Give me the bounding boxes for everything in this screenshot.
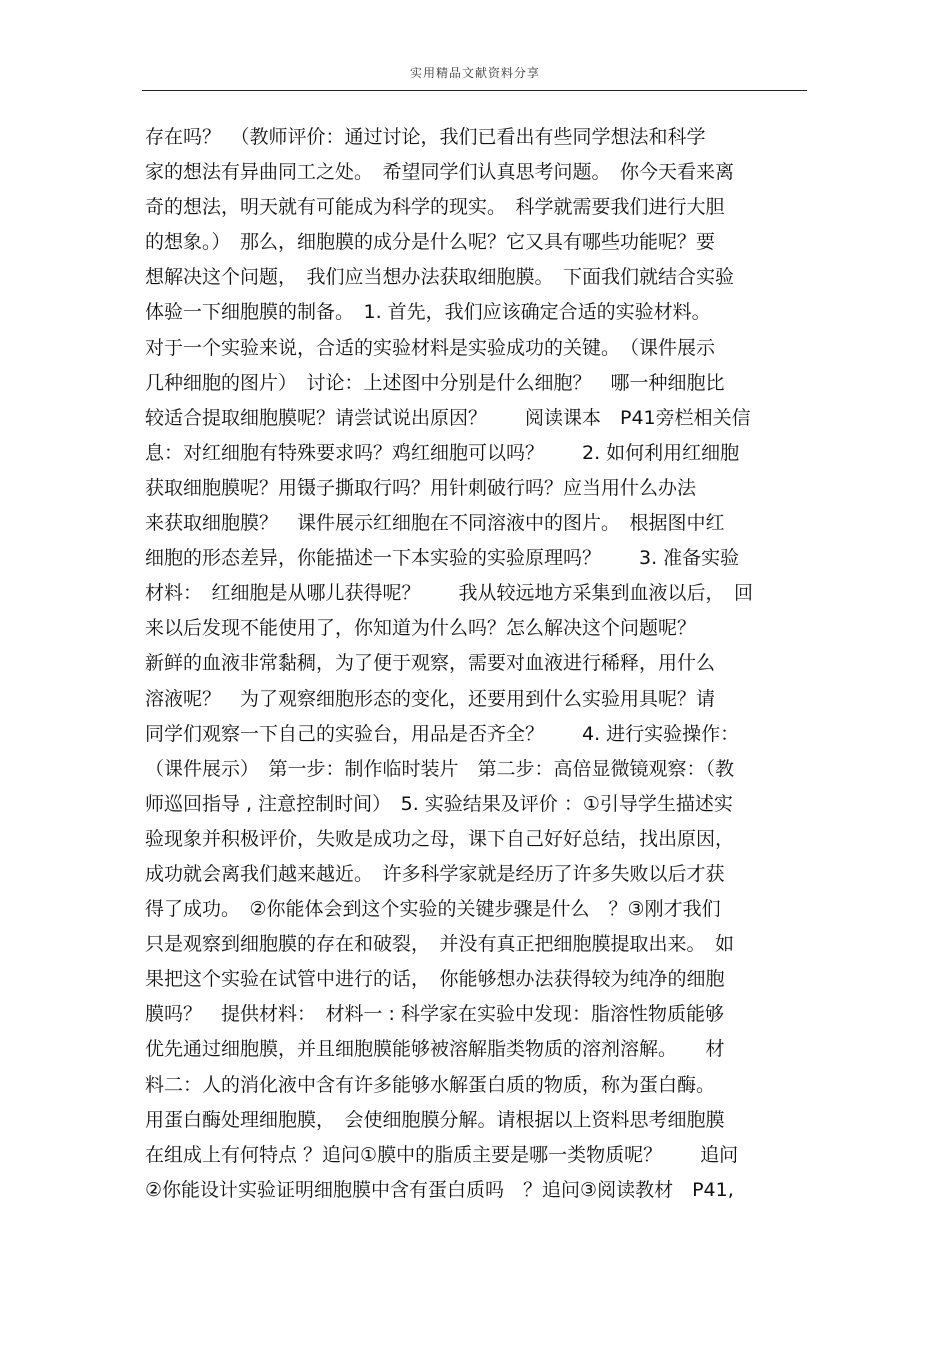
text-line: 的想象。） 那么，细胞膜的成分是什么呢？它又具有哪些功能呢？要 <box>145 231 716 254</box>
text-line: 体验一下细胞膜的制备。 1. 首先，我们应该确定合适的实验材料。 <box>145 301 711 324</box>
text-line: 较适合提取细胞膜呢？请尝试说出原因？ 阅读课本 P41旁栏相关信 <box>145 406 751 429</box>
text-line: 奇的想法，明天就有可能成为科学的现实。 科学就需要我们进行大胆 <box>145 196 725 219</box>
text-line: 细胞的形态差异，你能描述一下本实验的实验原理吗？ 3. 准备实验 <box>145 547 740 570</box>
text-line: 优先通过细胞膜，并且细胞膜能够被溶解脂类物质的溶剂溶解。 材 <box>145 1038 725 1061</box>
page-header: 实用精品文献资料分享 <box>409 66 540 80</box>
text-line: 用蛋白酶处理细胞膜， 会使细胞膜分解。请根据以上资料思考细胞膜 <box>145 1108 725 1131</box>
text-line: 新鲜的血液非常黏稠，为了便于观察，需要对血液进行稀释，用什么 <box>145 652 716 675</box>
text-line: 几种细胞的图片） 讨论：上述图中分别是什么细胞？ 哪一种细胞比 <box>145 371 725 394</box>
text-line: 得了成功。 ②你能体会到这个实验的关键步骤是什么 ？③刚才我们 <box>145 898 721 921</box>
text-line: 在组成上有何特点 ？追问①膜中的脂质主要是哪一类物质呢？ 追问 <box>145 1143 739 1166</box>
text-line: 果把这个实验在试管中进行的话， 你能够想办法获得较为纯净的细胞 <box>145 968 725 991</box>
header-divider <box>142 90 807 91</box>
text-line: 同学们观察一下自己的实验台，用品是否齐全？ 4. 进行实验操作： <box>145 722 740 745</box>
text-line: 溶液呢？ 为了观察细胞形态的变化，还要用到什么实验用具呢？请 <box>145 687 716 710</box>
text-line: ②你能设计实验证明细胞膜中含有蛋白质吗 ？追问③阅读教材 P41, <box>145 1178 734 1201</box>
body-text <box>145 120 810 1208</box>
text-line: 料二：人的消化液中含有许多能够水解蛋白质的物质，称为蛋白酶。 <box>145 1073 716 1096</box>
text-line: 膜吗？ 提供材料： 材料一 : 科学家在实验中发现：脂溶性物质能够 <box>145 1003 724 1026</box>
text-line: 家的想法有异曲同工之处。 希望同学们认真思考问题。 你今天看来离 <box>145 161 735 184</box>
text-line: 存在吗？ （教师评价：通过讨论，我们已看出有些同学想法和科学 <box>145 126 706 148</box>
text-line: 来获取细胞膜？ 课件展示红细胞在不同溶液中的图片。 根据图中红 <box>145 512 725 535</box>
text-line: 来以后发现不能使用了，你知道为什么吗？怎么解决这个问题呢？ <box>145 617 697 640</box>
text-line: 师巡回指导 , 注意控制时间） 5. 实验结果及评价 ：①引导学生描述实 <box>145 792 733 815</box>
text-line: 对于一个实验来说，合适的实验材料是实验成功的关键。 （课件展示 <box>145 336 716 359</box>
text-line: （课件展示） 第一步：制作临时装片 第二步：高倍显微镜观察：（教 <box>145 757 735 780</box>
text-line: 只是观察到细胞膜的存在和破裂， 并没有真正把细胞膜提取出来。 如 <box>145 933 735 956</box>
text-line: 材料： 红细胞是从哪儿获得呢？ 我从较远地方采集到血液以后， 回 <box>145 582 754 605</box>
text-line: 成功就会离我们越来越近。 许多科学家就是经历了许多失败以后才获 <box>145 862 725 885</box>
text-line: 获取细胞膜呢？用镊子撕取行吗？用针刺破行吗？应当用什么办法 <box>145 476 697 499</box>
text-line: 验现象并积极评价，失败是成功之母，课下自己好好总结，找出原因， <box>145 827 735 850</box>
text-line: 息：对红细胞有特殊要求吗？鸡红细胞可以吗？ 2. 如何利用红细胞 <box>145 441 740 464</box>
text-line: 想解决这个问题， 我们应当想办法获取细胞膜。 下面我们就结合实验 <box>145 266 735 289</box>
